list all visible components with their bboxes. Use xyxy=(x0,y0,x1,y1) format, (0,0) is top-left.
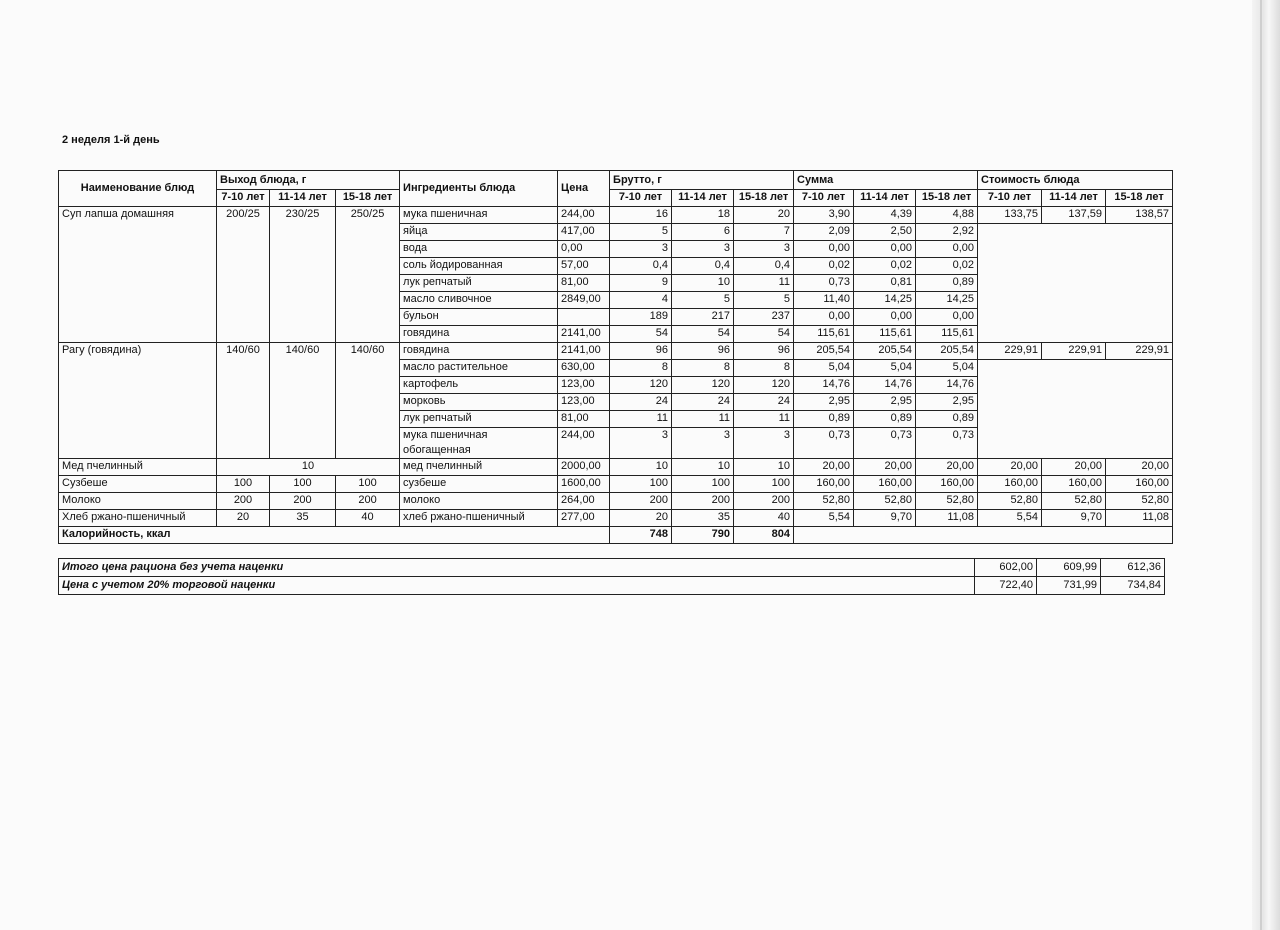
ingredient-brutto: 5 xyxy=(610,224,672,241)
ingredient-brutto: 9 xyxy=(610,275,672,292)
ingredient-sum: 2,09 xyxy=(794,224,854,241)
ingredient-name: масло растительное xyxy=(400,360,558,377)
dish-output: 200 xyxy=(217,493,270,510)
empty-cell xyxy=(978,224,1173,343)
ingredient-price: 81,00 xyxy=(558,275,610,292)
ingredient-brutto: 54 xyxy=(734,326,794,343)
ingredient-sum: 115,61 xyxy=(916,326,978,343)
ingredient-sum: 0,89 xyxy=(916,411,978,428)
totals-value: 609,99 xyxy=(1037,559,1101,577)
table-row xyxy=(59,493,1173,510)
header-age: 15-18 лет xyxy=(916,190,978,207)
ingredient-brutto: 11 xyxy=(672,411,734,428)
ingredient-name: вода xyxy=(400,241,558,258)
ingredient-brutto: 3 xyxy=(672,241,734,258)
ingredient-sum: 52,80 xyxy=(854,493,916,510)
dish-cost: 133,75 xyxy=(978,207,1042,224)
ingredient-price: 81,00 xyxy=(558,411,610,428)
ingredient-sum: 0,81 xyxy=(854,275,916,292)
empty-cell xyxy=(794,527,1173,544)
ingredient-sum: 205,54 xyxy=(794,343,854,360)
ingredient-price: 123,00 xyxy=(558,377,610,394)
ingredient-sum: 0,02 xyxy=(854,258,916,275)
dish-cost: 52,80 xyxy=(1042,493,1106,510)
ingredient-sum: 0,00 xyxy=(854,241,916,258)
dish-cost: 20,00 xyxy=(1042,459,1106,476)
table-row xyxy=(59,171,1173,190)
ingredient-brutto: 11 xyxy=(734,275,794,292)
ingredient-name: соль йодированная xyxy=(400,258,558,275)
ingredient-sum: 11,08 xyxy=(916,510,978,527)
ingredient-sum: 0,73 xyxy=(794,275,854,292)
ingredient-sum: 2,50 xyxy=(854,224,916,241)
ingredient-name: молоко xyxy=(400,493,558,510)
ingredient-price: 244,00 xyxy=(558,207,610,224)
ingredient-price xyxy=(558,309,610,326)
dish-name: Суп лапша домашняя xyxy=(59,207,217,343)
ingredient-sum: 5,04 xyxy=(854,360,916,377)
empty-cell xyxy=(978,360,1173,459)
ingredient-sum: 52,80 xyxy=(916,493,978,510)
ingredient-sum: 14,76 xyxy=(794,377,854,394)
ingredient-brutto: 35 xyxy=(672,510,734,527)
ingredient-sum: 0,73 xyxy=(794,428,854,459)
dish-cost: 20,00 xyxy=(978,459,1042,476)
ingredient-sum: 160,00 xyxy=(916,476,978,493)
header-cost: Стоимость блюда xyxy=(978,171,1173,190)
dish-name: Молоко xyxy=(59,493,217,510)
ingredient-price: 123,00 xyxy=(558,394,610,411)
dish-name: Сузбеше xyxy=(59,476,217,493)
ingredient-brutto: 96 xyxy=(734,343,794,360)
header-age: 11-14 лет xyxy=(1042,190,1106,207)
ingredient-brutto: 0,4 xyxy=(734,258,794,275)
ingredient-brutto: 100 xyxy=(610,476,672,493)
ingredient-brutto: 0,4 xyxy=(672,258,734,275)
dish-output: 40 xyxy=(336,510,400,527)
ingredient-sum: 0,02 xyxy=(794,258,854,275)
dish-output: 230/25 xyxy=(270,207,336,343)
ingredient-brutto: 217 xyxy=(672,309,734,326)
ingredient-sum: 20,00 xyxy=(854,459,916,476)
ingredient-brutto: 5 xyxy=(672,292,734,309)
ingredient-brutto: 20 xyxy=(610,510,672,527)
ingredient-sum: 14,76 xyxy=(854,377,916,394)
dish-output: 100 xyxy=(336,476,400,493)
ingredient-name: яйца xyxy=(400,224,558,241)
table-row xyxy=(59,190,1173,207)
ingredient-sum: 0,00 xyxy=(854,309,916,326)
ingredient-brutto: 24 xyxy=(734,394,794,411)
ingredient-name: бульон xyxy=(400,309,558,326)
ingredient-brutto: 16 xyxy=(610,207,672,224)
calories-value: 804 xyxy=(734,527,794,544)
ingredient-sum: 4,88 xyxy=(916,207,978,224)
totals-value: 734,84 xyxy=(1101,577,1165,595)
ingredient-sum: 2,95 xyxy=(794,394,854,411)
paper-edge xyxy=(1252,0,1280,930)
calories-label: Калорийность, ккал xyxy=(59,527,610,544)
ingredient-sum: 205,54 xyxy=(854,343,916,360)
ingredient-brutto: 96 xyxy=(672,343,734,360)
ingredient-name: сузбеше xyxy=(400,476,558,493)
ingredient-name: говядина xyxy=(400,326,558,343)
dish-output: 200 xyxy=(270,493,336,510)
ingredient-price: 2141,00 xyxy=(558,343,610,360)
table-row xyxy=(59,207,1173,224)
ingredient-brutto: 11 xyxy=(734,411,794,428)
ingredient-price: 2141,00 xyxy=(558,326,610,343)
totals-label: Итого цена рациона без учета наценки xyxy=(59,559,975,577)
ingredient-sum: 3,90 xyxy=(794,207,854,224)
ingredient-sum: 0,89 xyxy=(854,411,916,428)
dish-output: 20 xyxy=(217,510,270,527)
dish-cost: 52,80 xyxy=(978,493,1042,510)
ingredient-sum: 160,00 xyxy=(854,476,916,493)
ingredient-brutto: 18 xyxy=(672,207,734,224)
header-age: 7-10 лет xyxy=(978,190,1042,207)
totals-table xyxy=(58,558,1165,595)
totals-value: 731,99 xyxy=(1037,577,1101,595)
dish-cost: 9,70 xyxy=(1042,510,1106,527)
ingredient-sum: 5,54 xyxy=(794,510,854,527)
ingredient-sum: 20,00 xyxy=(794,459,854,476)
dish-cost: 20,00 xyxy=(1106,459,1173,476)
ingredient-price: 1600,00 xyxy=(558,476,610,493)
ingredient-brutto: 189 xyxy=(610,309,672,326)
ingredient-name: лук репчатый xyxy=(400,275,558,292)
ingredient-name: мука пшеничная обогащенная xyxy=(400,428,558,459)
ingredient-brutto: 3 xyxy=(734,428,794,459)
header-age: 7-10 лет xyxy=(217,190,270,207)
ingredient-sum: 205,54 xyxy=(916,343,978,360)
ingredient-price: 277,00 xyxy=(558,510,610,527)
ingredient-brutto: 7 xyxy=(734,224,794,241)
ingredient-brutto: 96 xyxy=(610,343,672,360)
ingredient-brutto: 10 xyxy=(734,459,794,476)
header-age: 11-14 лет xyxy=(672,190,734,207)
ingredient-brutto: 10 xyxy=(610,459,672,476)
ingredient-sum: 0,00 xyxy=(916,309,978,326)
ingredient-name: говядина xyxy=(400,343,558,360)
ingredient-price: 2000,00 xyxy=(558,459,610,476)
ingredient-brutto: 120 xyxy=(672,377,734,394)
ingredient-sum: 115,61 xyxy=(794,326,854,343)
totals-label: Цена с учетом 20% торговой наценки xyxy=(59,577,975,595)
dish-cost: 160,00 xyxy=(978,476,1042,493)
ingredient-brutto: 200 xyxy=(734,493,794,510)
dish-output: 100 xyxy=(270,476,336,493)
ingredient-price: 0,00 xyxy=(558,241,610,258)
ingredient-price: 244,00 xyxy=(558,428,610,459)
ingredient-sum: 11,40 xyxy=(794,292,854,309)
ingredient-sum: 0,89 xyxy=(916,275,978,292)
ingredient-brutto: 100 xyxy=(672,476,734,493)
ingredient-name: картофель xyxy=(400,377,558,394)
calories-value: 790 xyxy=(672,527,734,544)
dish-cost: 160,00 xyxy=(1042,476,1106,493)
header-price: Цена xyxy=(558,171,610,207)
ingredient-brutto: 120 xyxy=(610,377,672,394)
ingredient-brutto: 3 xyxy=(734,241,794,258)
ingredient-brutto: 3 xyxy=(672,428,734,459)
dish-output: 140/60 xyxy=(217,343,270,459)
ingredient-brutto: 8 xyxy=(672,360,734,377)
ingredient-sum: 2,95 xyxy=(916,394,978,411)
dish-cost: 229,91 xyxy=(978,343,1042,360)
ingredient-brutto: 200 xyxy=(610,493,672,510)
ingredient-sum: 5,04 xyxy=(794,360,854,377)
dish-output: 200 xyxy=(336,493,400,510)
page-heading: 2 неделя 1-й день xyxy=(62,134,160,146)
calories-value: 748 xyxy=(610,527,672,544)
table-row xyxy=(59,476,1173,493)
ingredient-sum: 5,04 xyxy=(916,360,978,377)
header-brutto: Брутто, г xyxy=(610,171,794,190)
ingredient-brutto: 24 xyxy=(610,394,672,411)
header-age: 11-14 лет xyxy=(270,190,336,207)
ingredient-sum: 0,00 xyxy=(794,309,854,326)
dish-cost: 229,91 xyxy=(1106,343,1173,360)
ingredient-sum: 0,02 xyxy=(916,258,978,275)
ingredient-brutto: 100 xyxy=(734,476,794,493)
ingredient-name: мед пчелинный xyxy=(400,459,558,476)
ingredient-name: лук репчатый xyxy=(400,411,558,428)
ingredient-sum: 9,70 xyxy=(854,510,916,527)
ingredient-price: 57,00 xyxy=(558,258,610,275)
dish-output: 100 xyxy=(217,476,270,493)
dish-output: 10 xyxy=(217,459,400,476)
ingredient-sum: 20,00 xyxy=(916,459,978,476)
ingredient-sum: 52,80 xyxy=(794,493,854,510)
totals-row xyxy=(59,577,1165,595)
dish-cost: 52,80 xyxy=(1106,493,1173,510)
header-age: 7-10 лет xyxy=(610,190,672,207)
dish-cost: 138,57 xyxy=(1106,207,1173,224)
menu-table xyxy=(58,170,1173,544)
ingredient-brutto: 5 xyxy=(734,292,794,309)
header-sum: Сумма xyxy=(794,171,978,190)
dish-cost: 137,59 xyxy=(1042,207,1106,224)
ingredient-brutto: 200 xyxy=(672,493,734,510)
ingredient-sum: 0,00 xyxy=(916,241,978,258)
totals-value: 612,36 xyxy=(1101,559,1165,577)
ingredient-price: 264,00 xyxy=(558,493,610,510)
header-age: 11-14 лет xyxy=(854,190,916,207)
table-row xyxy=(59,459,1173,476)
ingredient-brutto: 8 xyxy=(610,360,672,377)
ingredient-brutto: 54 xyxy=(610,326,672,343)
header-age: 7-10 лет xyxy=(794,190,854,207)
ingredient-brutto: 40 xyxy=(734,510,794,527)
ingredient-brutto: 6 xyxy=(672,224,734,241)
ingredient-name: хлеб ржано-пшеничный xyxy=(400,510,558,527)
ingredient-sum: 14,76 xyxy=(916,377,978,394)
dish-cost: 160,00 xyxy=(1106,476,1173,493)
dish-name: Рагу (говядина) xyxy=(59,343,217,459)
paper-edge-line xyxy=(1260,0,1262,930)
ingredient-sum: 14,25 xyxy=(854,292,916,309)
ingredient-brutto: 120 xyxy=(734,377,794,394)
ingredient-sum: 2,95 xyxy=(854,394,916,411)
header-age: 15-18 лет xyxy=(1106,190,1173,207)
dish-name: Мед пчелинный xyxy=(59,459,217,476)
ingredient-name: морковь xyxy=(400,394,558,411)
ingredient-brutto: 54 xyxy=(672,326,734,343)
dish-output: 200/25 xyxy=(217,207,270,343)
dish-output: 250/25 xyxy=(336,207,400,343)
ingredient-sum: 0,89 xyxy=(794,411,854,428)
dish-cost: 11,08 xyxy=(1106,510,1173,527)
ingredient-price: 417,00 xyxy=(558,224,610,241)
ingredient-sum: 0,73 xyxy=(916,428,978,459)
header-age: 15-18 лет xyxy=(336,190,400,207)
ingredient-brutto: 0,4 xyxy=(610,258,672,275)
dish-cost: 229,91 xyxy=(1042,343,1106,360)
ingredient-brutto: 4 xyxy=(610,292,672,309)
header-dish-name: Наименование блюд xyxy=(59,171,217,207)
totals-row xyxy=(59,559,1165,577)
ingredient-sum: 0,73 xyxy=(854,428,916,459)
table-row xyxy=(59,527,1173,544)
ingredient-price: 2849,00 xyxy=(558,292,610,309)
ingredient-sum: 160,00 xyxy=(794,476,854,493)
dish-output: 140/60 xyxy=(336,343,400,459)
ingredient-brutto: 8 xyxy=(734,360,794,377)
dish-name: Хлеб ржано-пшеничный xyxy=(59,510,217,527)
ingredient-brutto: 24 xyxy=(672,394,734,411)
dish-cost: 5,54 xyxy=(978,510,1042,527)
totals-value: 602,00 xyxy=(975,559,1037,577)
ingredient-brutto: 3 xyxy=(610,428,672,459)
totals-value: 722,40 xyxy=(975,577,1037,595)
header-age: 15-18 лет xyxy=(734,190,794,207)
ingredient-name: мука пшеничная xyxy=(400,207,558,224)
header-output: Выход блюда, г xyxy=(217,171,400,190)
ingredient-sum: 4,39 xyxy=(854,207,916,224)
ingredient-sum: 14,25 xyxy=(916,292,978,309)
ingredient-sum: 115,61 xyxy=(854,326,916,343)
ingredient-brutto: 237 xyxy=(734,309,794,326)
ingredient-brutto: 10 xyxy=(672,275,734,292)
ingredient-sum: 0,00 xyxy=(794,241,854,258)
dish-output: 140/60 xyxy=(270,343,336,459)
table-row xyxy=(59,510,1173,527)
ingredient-brutto: 11 xyxy=(610,411,672,428)
table-row xyxy=(59,343,1173,360)
ingredient-sum: 2,92 xyxy=(916,224,978,241)
header-ingredients: Ингредиенты блюда xyxy=(400,171,558,207)
dish-output: 35 xyxy=(270,510,336,527)
ingredient-brutto: 20 xyxy=(734,207,794,224)
ingredient-name: масло сливочное xyxy=(400,292,558,309)
ingredient-price: 630,00 xyxy=(558,360,610,377)
ingredient-brutto: 3 xyxy=(610,241,672,258)
ingredient-brutto: 10 xyxy=(672,459,734,476)
